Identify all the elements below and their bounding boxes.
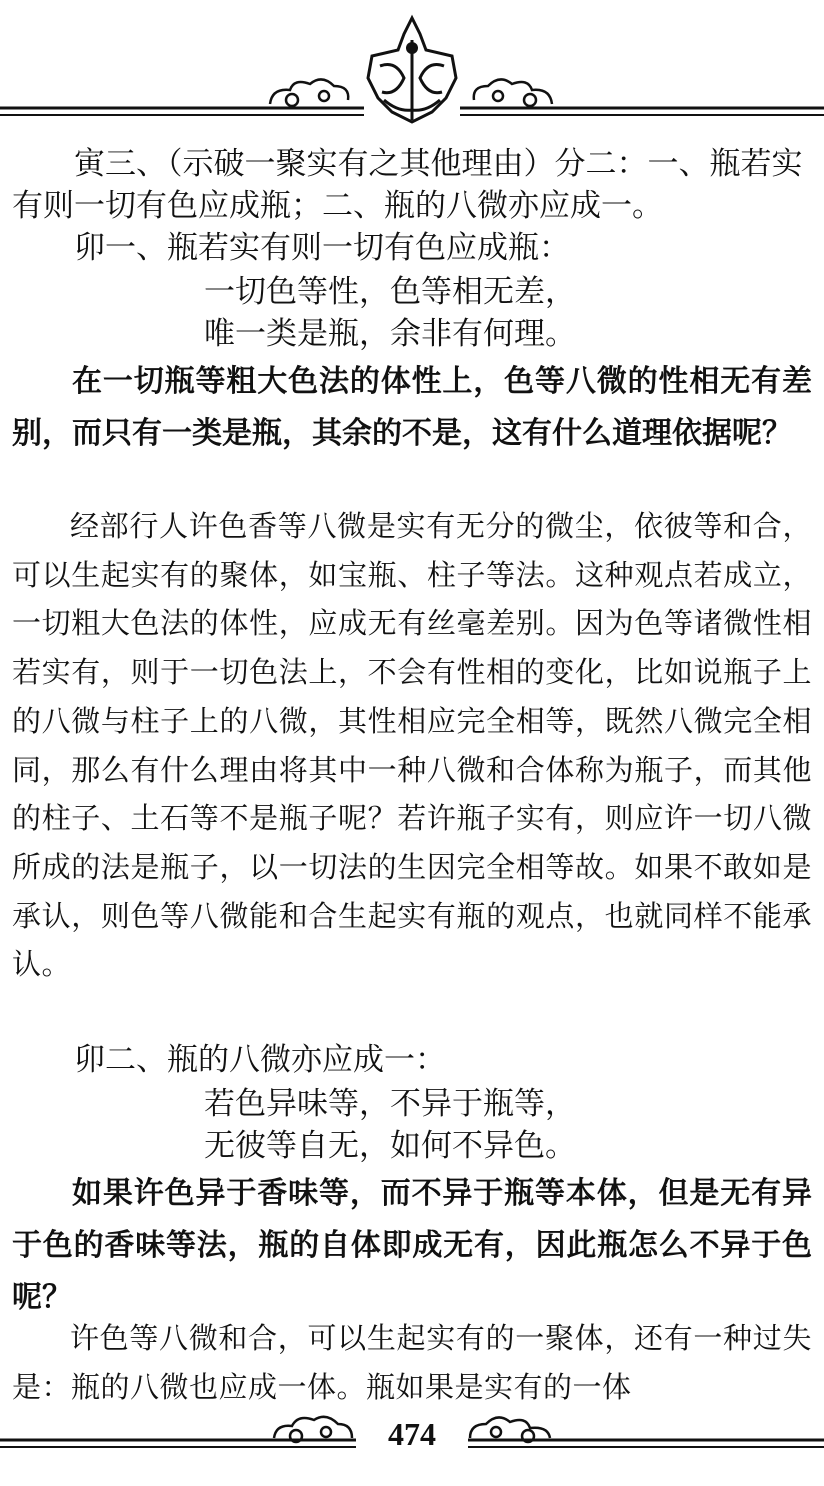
page-number: 474 <box>388 1416 436 1452</box>
verse-line: 唯一类是瓶，余非有何理。 <box>204 316 576 352</box>
section-heading: 寅三、（示破一聚实有之其他理由）分二：一、瓶若实有则一切有色应成瓶；二、瓶的八微亦应成一。 <box>12 146 803 224</box>
commentary-1: 经部行人许色香等八微是实有无分的微尘，依彼等和合，可以生起实有的聚体，如宝瓶、柱子等法。这种观点若成立，一切粗大色法的体性，应成无有丝毫差别。因为色等诸微性相若实有，则于一切色法上，不会有性相的变化，比如说瓶子上的八微与柱子上的八微，其性相应完全相等，既然八微完全相同，那么有什么理由将其中一种八微和合体称为瓶子，而其他的柱子、土石等不是瓶子呢？若许瓶子实有，则应许一切八微所成的法是瓶子，以一切法的生因完全相等故。如果不敢如是承认，则色等八微能和合生起实有瓶的观点，也就同样不能承认。 <box>12 509 812 982</box>
verse-line: 一切色等性，色等相无差， <box>204 274 576 310</box>
cloud-scroll-left-icon <box>274 1417 352 1442</box>
verse-line: 若色异味等，不异于瓶等， <box>204 1086 576 1122</box>
dharma-wheel-emblem-icon <box>368 18 456 122</box>
verse-explanation-1: 在一切瓶等粗大色法的体性上，色等八微的性相无有差别，而只有一类是瓶，其余的不是，这有什么道理依据呢？ <box>12 364 812 451</box>
cloud-scroll-right-icon <box>474 79 552 106</box>
subsection-title-2: 卯二、瓶的八微亦应成一： <box>74 1042 446 1078</box>
commentary-2: 许色等八微和合，可以生起实有的一聚体，还有一种过失是：瓶的八微也应成一体。瓶如果是实有的一体 <box>12 1321 812 1404</box>
verse-line: 无彼等自无，如何不异色。 <box>204 1128 576 1164</box>
header-ornament <box>0 0 824 130</box>
cloud-scroll-left-icon <box>270 79 348 106</box>
cloud-scroll-right-icon <box>470 1417 550 1442</box>
verse-explanation-2: 如果许色异于香味等，而不异于瓶等本体，但是无有异于色的香味等法，瓶的自体即成无有，因此瓶怎么不异于色呢？ <box>12 1176 812 1315</box>
verse-1 <box>204 271 764 355</box>
verse-2 <box>204 1083 764 1167</box>
subsection-title-1: 卯一、瓶若实有则一切有色应成瓶： <box>74 230 570 266</box>
